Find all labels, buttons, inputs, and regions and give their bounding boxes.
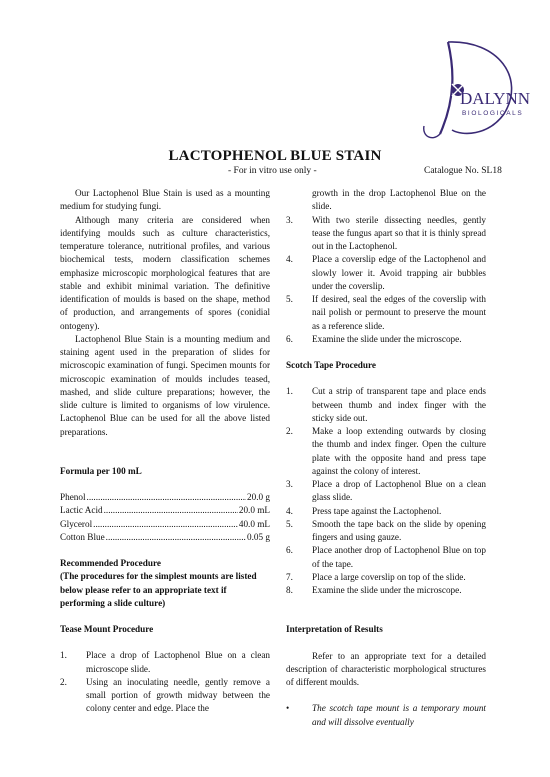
list-item: 1. Cut a strip of transparent tape and place ends between thumb and index finger with the sticky side out. [286, 386, 486, 423]
formula-amount: 0.05 g [247, 531, 270, 542]
recommended-heading: Recommended Procedure [60, 558, 161, 568]
brand-name: DALYNN [460, 89, 530, 108]
formula-heading: Formula per 100 mL [60, 465, 142, 476]
subtitle: - For in vitro use only - [228, 166, 317, 176]
list-item: • The scotch tape mount is a temporary mount and will dissolve eventually [286, 703, 486, 727]
formula-amount: 40.0 mL [238, 518, 270, 529]
page-title: LACTOPHENOL BLUE STAIN [168, 148, 382, 164]
dalynn-logo [418, 38, 530, 142]
formula-row [60, 491, 270, 504]
tease-continued: growth in the drop Lactophenol Blue on the slide. [312, 188, 486, 212]
interpretation-heading: Interpretation of Results [286, 624, 383, 635]
list-item: 5. If desired, seal the edges of the coverslip with nail polish or permount to preserve the mount as a reference slide. [286, 294, 486, 331]
list-item: 1. Place a drop of Lactophenol Blue on a clean microscope slide. [60, 650, 270, 674]
intro-paragraph: Lactophenol Blue Stain is a mounting medium and staining agent used in the preparation of slides for microscopic examination of fungi. Specimen mounts for microscopic examination of moulds includes teased, mashed, and slide culture preparations; however, the slide culture is limited to organisms of low virulence. Lactophenol Blue can be used for all the above listed preparations. [60, 333, 270, 437]
list-item: 4. Press tape against the Lactophenol. [286, 505, 442, 516]
list-item: 3. Place a drop of Lactophenol Blue on a clean glass slide. [286, 479, 486, 503]
list-item: 4. Place a coverslip edge of the Lactophenol and slowly lower it. Avoid trapping air bubbles under the coverslip. [286, 254, 486, 291]
catalogue-number: Catalogue No. SL18 [424, 166, 502, 176]
formula-amount: 20.0 g [247, 492, 270, 502]
intro-paragraph: Although many criteria are considered when identifying moulds such as culture characteristics, temperature tolerance, nutritional profiles, and various biochemical tests, modern classification schemes emphasize microscopic morphological features that are stable and exhibit minimal variation. The definitive identification of moulds is based on the shape, method of production, and arrangements of spores (conidial ontogeny). [60, 214, 270, 331]
left-column [60, 187, 270, 716]
list-item: 6. Place another drop of Lactophenol Blue on top of the tape. [286, 545, 486, 569]
formula-row [60, 518, 270, 531]
list-item: 7. Place a large coverslip on top of the slide. [286, 571, 466, 582]
interpretation-bullets [286, 702, 486, 729]
formula-ingredient: Lactic Acid [60, 505, 103, 516]
list-item: 5. Smooth the tape back on the slide by opening fingers and using gauze. [286, 518, 486, 542]
formula-ingredient: Glycerol [60, 518, 93, 529]
recommended-note: (The procedures for the simplest mounts are listed below please refer to an appropriate text if performing a slide culture) [60, 571, 257, 608]
formula-table [60, 491, 270, 544]
formula-amount: 20.0 mL [238, 505, 270, 516]
tease-steps-continued [286, 214, 486, 347]
scotch-steps [286, 385, 486, 597]
scotch-heading: Scotch Tape Procedure [286, 360, 377, 370]
list-item: 8. Examine the slide under the microscope. [286, 585, 462, 595]
list-item: 6. Examine the slide under the microscope. [286, 333, 462, 344]
tease-heading: Tease Mount Procedure [60, 624, 154, 634]
formula-row [60, 504, 270, 517]
right-column [286, 187, 486, 729]
intro-paragraph: Our Lactophenol Blue Stain is used as a mounting medium for studying fungi. [60, 188, 270, 212]
formula-ingredient: Cotton Blue [60, 531, 105, 542]
formula-ingredient: Phenol [60, 492, 86, 502]
tease-steps [60, 649, 270, 715]
interpretation-text: Refer to an appropriate text for a detailed description of characteristic morphological structures of different moulds. [286, 650, 486, 687]
list-item: 2. Make a loop extending outwards by closing the thumb and index finger. Open the culture plate with the opposite hand and press tape against the colony of interest. [286, 426, 486, 476]
list-item: 3. With two sterile dissecting needles, gently tease the fungus apart so that it is thinly spread out in the Lactophenol. [286, 214, 486, 251]
list-item: 2. Using an inoculating needle, gently remove a small portion of growth midway between the colony center and edge. Place the [60, 676, 270, 714]
formula-row [60, 531, 270, 544]
brand-tagline: BIOLOGICALS [462, 110, 524, 117]
